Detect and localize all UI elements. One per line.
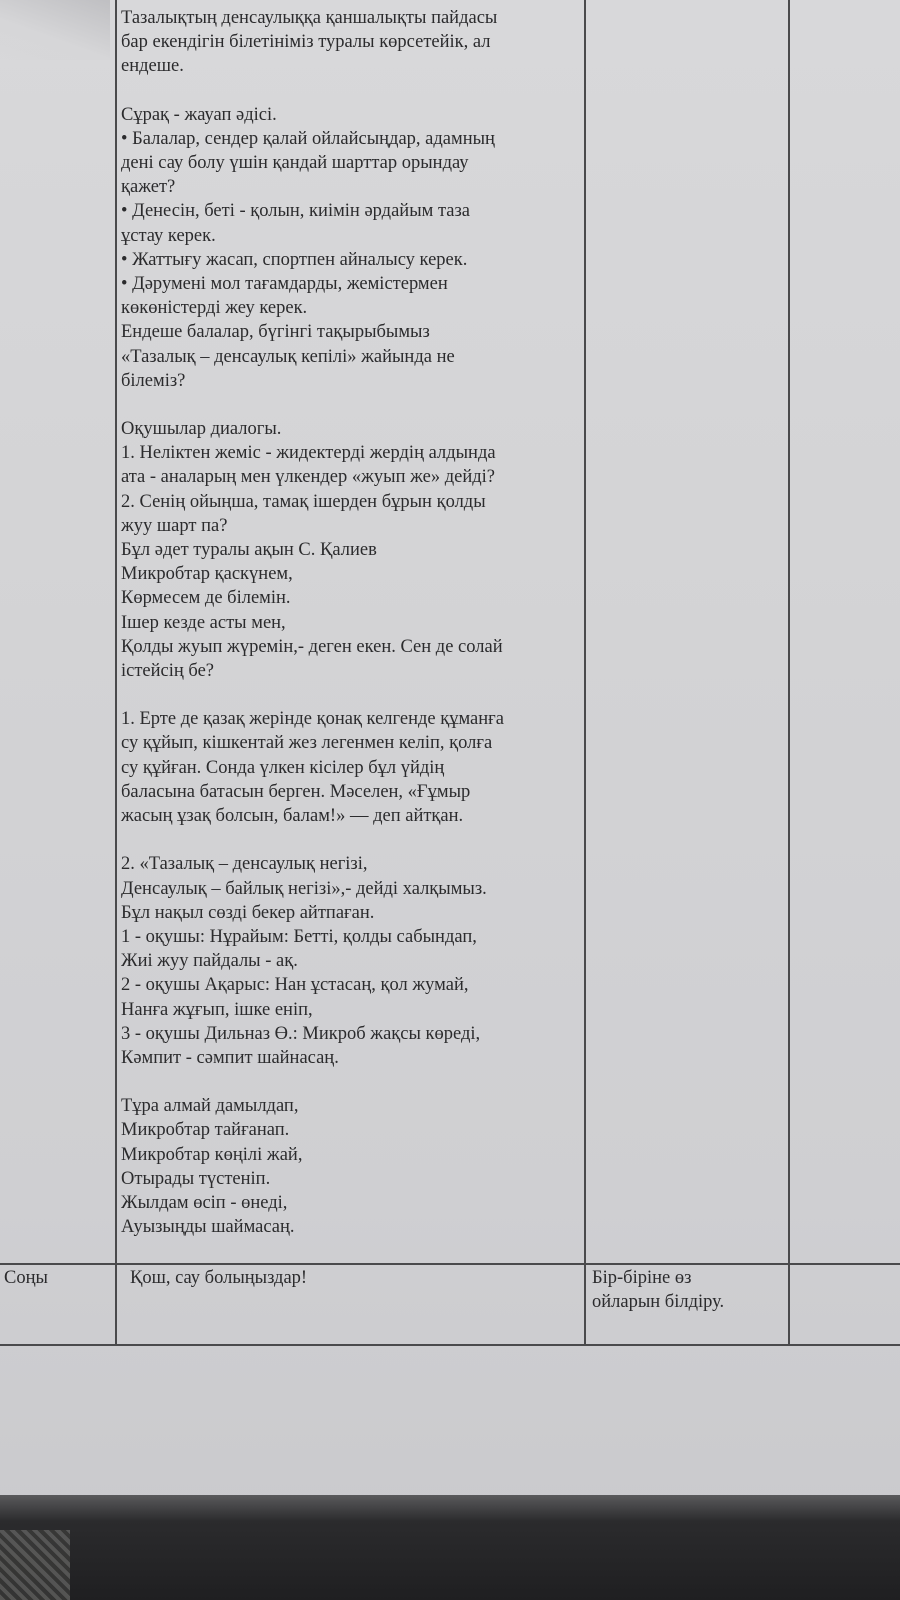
text-line: Тазалықтың денсаулыққа қаншалықты пайдасы: [121, 8, 498, 28]
text-line: 2. «Тазалық – денсаулық негізі,: [121, 854, 368, 875]
text-line: баласына батасын берген. Мәселен, «Ғұмыр: [121, 781, 471, 802]
table-row-divider: [0, 1263, 900, 1265]
text-line: 3 - оқушы Дильназ Ө.: Микроб жақсы көреді,: [121, 1023, 481, 1044]
page-edge-shadow: [0, 1495, 900, 1600]
text-line: ендеше.: [121, 56, 184, 77]
text-line: Жиі жуу пайдалы - ақ.: [121, 951, 298, 972]
text-line: • Денесін, беті - қолын, киімін әрдайым таза: [121, 201, 470, 222]
table-border-content-column: [584, 0, 586, 1345]
text-line: Нанға жұғып, ішке еніп,: [121, 999, 313, 1020]
text-line: • Жаттығу жасап, спортпен айналысу керек.: [121, 249, 468, 270]
blank-line: [121, 828, 583, 852]
blank-line: [121, 79, 583, 103]
text-line: Микробтар қаскүнем,: [121, 564, 293, 585]
text-line: жасың ұзақ болсын, балам!» — деп айтқан.: [121, 806, 464, 827]
text-line: • Балалар, сендер қалай ойлайсыңдар, адамның: [121, 128, 495, 149]
blank-line: [121, 393, 583, 417]
text-line: • Дәрумені мол тағамдарды, жемістермен: [121, 274, 448, 295]
lesson-content-cell: [121, 6, 583, 1239]
text-line: жуу шарт па?: [121, 515, 228, 536]
text-line: Көрмесем де білемін.: [121, 588, 291, 609]
text-line: дені сау болу үшін қандай шарттар орындау: [121, 153, 469, 174]
text-line: Бұл әдет туралы ақын С. Қалиев: [121, 540, 377, 561]
text-line: Оқушылар диалогы.: [121, 419, 282, 440]
text-line: Ішер кезде асты мен,: [121, 612, 286, 633]
table-border-left-column: [115, 0, 117, 1345]
text-line: білеміз?: [121, 370, 186, 391]
text-line: 1. Неліктен жеміс - жидектерді жердің алдында: [121, 443, 496, 464]
text-line: қажет?: [121, 177, 176, 198]
text-line: 2 - оқушы Ақарыс: Нан ұстасаң, қол жумай,: [121, 975, 469, 996]
text-line: 2. Сенің ойыңша, тамақ ішерден бұрын қолды: [121, 491, 486, 512]
text-line: Тұра алмай дамылдап,: [121, 1096, 299, 1117]
text-line: 1. Ерте де қазақ жерінде қонақ келгенде құманға: [121, 709, 504, 730]
text-line: бар екендігін білетініміз туралы көрсетейік, ал: [121, 32, 491, 53]
text-line: Сұрақ - жауап әдісі.: [121, 104, 277, 125]
text-line: істейсің бе?: [121, 661, 215, 682]
text-line: Қолды жуып жүремін,- деген екен. Сен де солай: [121, 636, 503, 657]
text-line: Микробтар тайғанап.: [121, 1120, 290, 1141]
blank-line: [121, 683, 583, 707]
text-line: Ендеше балалар, бүгінгі тақырыбымыз: [121, 322, 430, 343]
text-line: Микробтар көңілі жай,: [121, 1144, 303, 1165]
text-line: Ауызыңды шаймасаң.: [121, 1217, 295, 1238]
text-line: Бұл нақыл сөзді бекер айтпаған.: [121, 902, 375, 923]
table-border-activity-column: [788, 0, 790, 1345]
text-line: су құйып, кішкентай жез легенмен келіп, қолға: [121, 733, 493, 754]
closing-student-activity: Бір-біріне өз ойларын білдіру.: [592, 1268, 725, 1313]
background-cloth: [0, 1530, 70, 1600]
blank-line: [121, 1070, 583, 1094]
stage-label: Соңы: [4, 1268, 48, 1288]
table-bottom-border: [0, 1344, 900, 1346]
text-line: «Тазалық – денсаулық кепілі» жайында не: [121, 346, 455, 367]
text-line: ұстау керек.: [121, 225, 216, 246]
text-line: ата - аналарың мен үлкендер «жуып же» дейді?: [121, 467, 496, 488]
text-line: Денсаулық – байлық негізі»,- дейді халқымыз.: [121, 878, 487, 899]
text-line: су құйған. Сонда үлкен кісілер бұл үйдің: [121, 757, 445, 778]
text-line: көкөністерді жеу керек.: [121, 298, 308, 319]
text-line: Отырады түстеніп.: [121, 1168, 271, 1189]
text-line: Кәмпит - сәмпит шайнасаң.: [121, 1047, 339, 1068]
closing-teacher-text: Қош, сау болыңыздар!: [130, 1268, 308, 1288]
text-line: 1 - оқушы: Нұрайым: Бетті, қолды сабындап,: [121, 926, 477, 947]
text-line: Жылдам өсіп - өнеді,: [121, 1192, 288, 1213]
